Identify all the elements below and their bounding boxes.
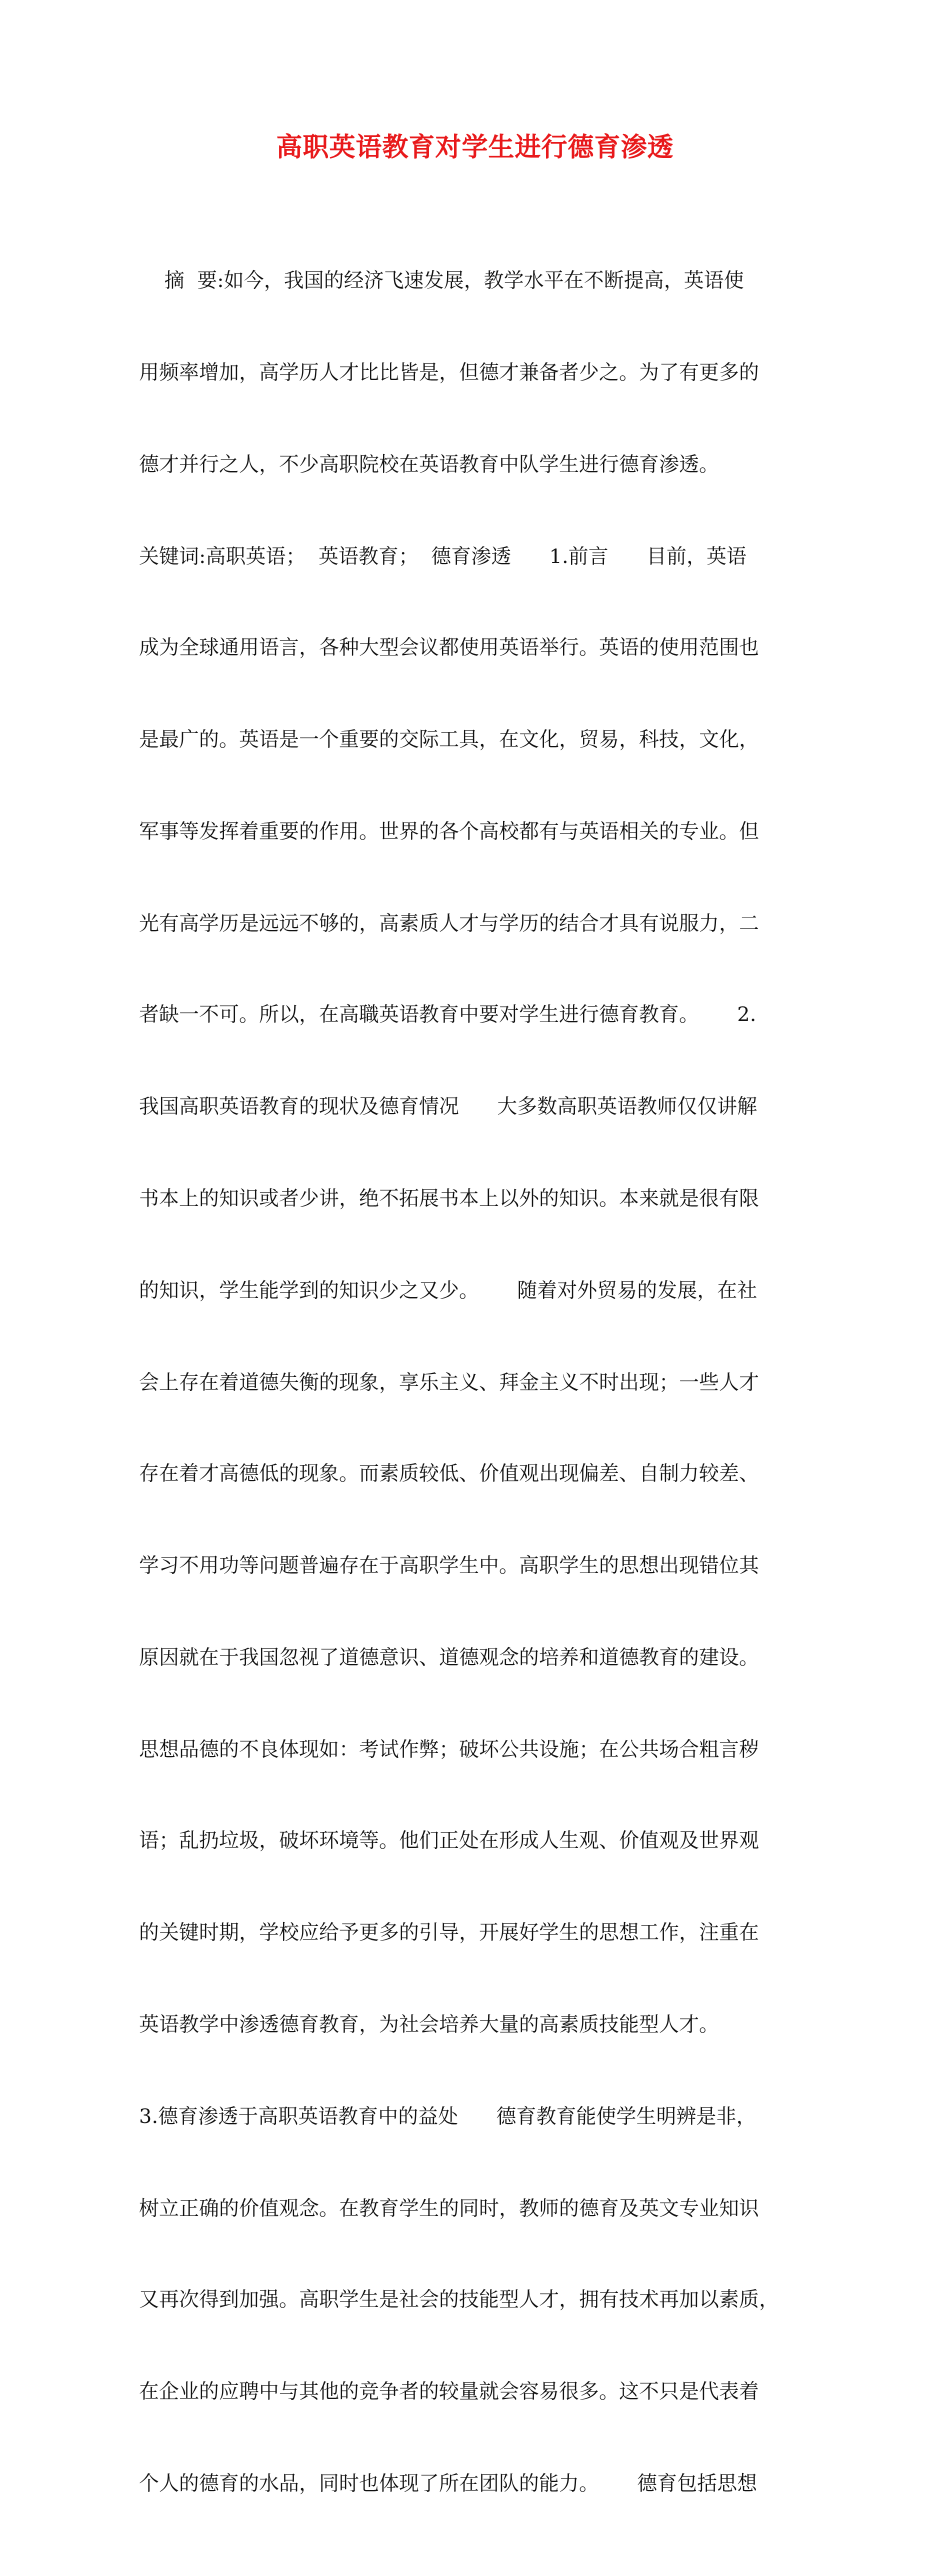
body-line: 成为全球通用语言，各种大型会议都使用英语举行。英语的使用范围也 bbox=[139, 635, 759, 660]
body-line: 在企业的应聘中与其他的竞争者的较量就会容易很多。这不只是代表着 bbox=[139, 2379, 759, 2404]
body-line: 书本上的知识或者少讲，绝不拓展书本上以外的知识。本来就是很有限 bbox=[139, 1186, 759, 1210]
document-title: 高职英语教育对学生进行德育渗透 bbox=[276, 133, 674, 163]
body-line: 个人的德育的水品，同时也体现了所在团队的能力。 德育包括思想 bbox=[139, 2470, 758, 2495]
body-line: 英语教学中渗透德育教育，为社会培养大量的高素质技能型人才。 bbox=[139, 2012, 719, 2037]
body-line: 我国高职英语教育的现状及德育情况 大多数高职英语教师仅仅讲解 bbox=[139, 1094, 758, 1119]
body-line: 原因就在于我国忽视了道德意识、道德观念的培养和道德教育的建设。 bbox=[139, 1644, 759, 1669]
body-line: 存在着才高德低的现象。而素质较低、价值观出现偏差、自制力较差、 bbox=[139, 1461, 759, 1486]
body-line: 会上存在着道德失衡的现象，享乐主义、拜金主义不时出现；一些人才 bbox=[139, 1369, 759, 1394]
body-line: 3.德育渗透于高职英语教育中的益处 德育教育能使学生明辨是非， bbox=[139, 2103, 757, 2128]
body-line: 摘 要:如今，我国的经济飞速发展，教学水平在不断提高，英语使 bbox=[139, 268, 744, 293]
body-line: 德才并行之人，不少高职院校在英语教育中队学生进行德育渗透。 bbox=[139, 451, 719, 476]
body-line: 光有高学历是远远不够的，高素质人才与学历的结合才具有说服力，二 bbox=[139, 910, 759, 935]
body-line: 又再次得到加强。高职学生是社会的技能型人才，拥有技术再加以素质， bbox=[139, 2287, 779, 2312]
body-line: 思想品德的不良体现如：考试作弊；破坏公共设施；在公共场合粗言秽 bbox=[139, 1736, 759, 1761]
body-line: 树立正确的价值观念。在教育学生的同时，教师的德育及英文专业知识 bbox=[139, 2195, 759, 2220]
body-line: 军事等发挥着重要的作用。世界的各个高校都有与英语相关的专业。但 bbox=[139, 818, 759, 843]
body-line: 的知识，学生能学到的知识少之又少。 随着对外贸易的发展，在社 bbox=[139, 1277, 758, 1302]
body-line: 学习不用功等问题普遍存在于高职学生中。高职学生的思想出现错位其 bbox=[139, 1553, 759, 1578]
body-line: 的关键时期，学校应给予更多的引导，开展好学生的思想工作，注重在 bbox=[139, 1920, 759, 1945]
body-line: 是最广的。英语是一个重要的交际工具，在文化，贸易，科技，文化， bbox=[139, 727, 759, 752]
body-line: 关键词:高职英语； 英语教育； 德育渗透 1.前言 目前，英语 bbox=[139, 543, 747, 568]
body-line: 语；乱扔垃圾，破坏环境等。他们正处在形成人生观、价值观及世界观 bbox=[139, 1828, 759, 1853]
body-line: 者缺一不可。所以，在高職英语教育中要对学生进行德育教育。 2. bbox=[139, 1002, 757, 1027]
body-line: 用频率增加，高学历人才比比皆是，但德才兼备者少之。为了有更多的 bbox=[139, 359, 759, 384]
document-body bbox=[139, 204, 815, 2560]
